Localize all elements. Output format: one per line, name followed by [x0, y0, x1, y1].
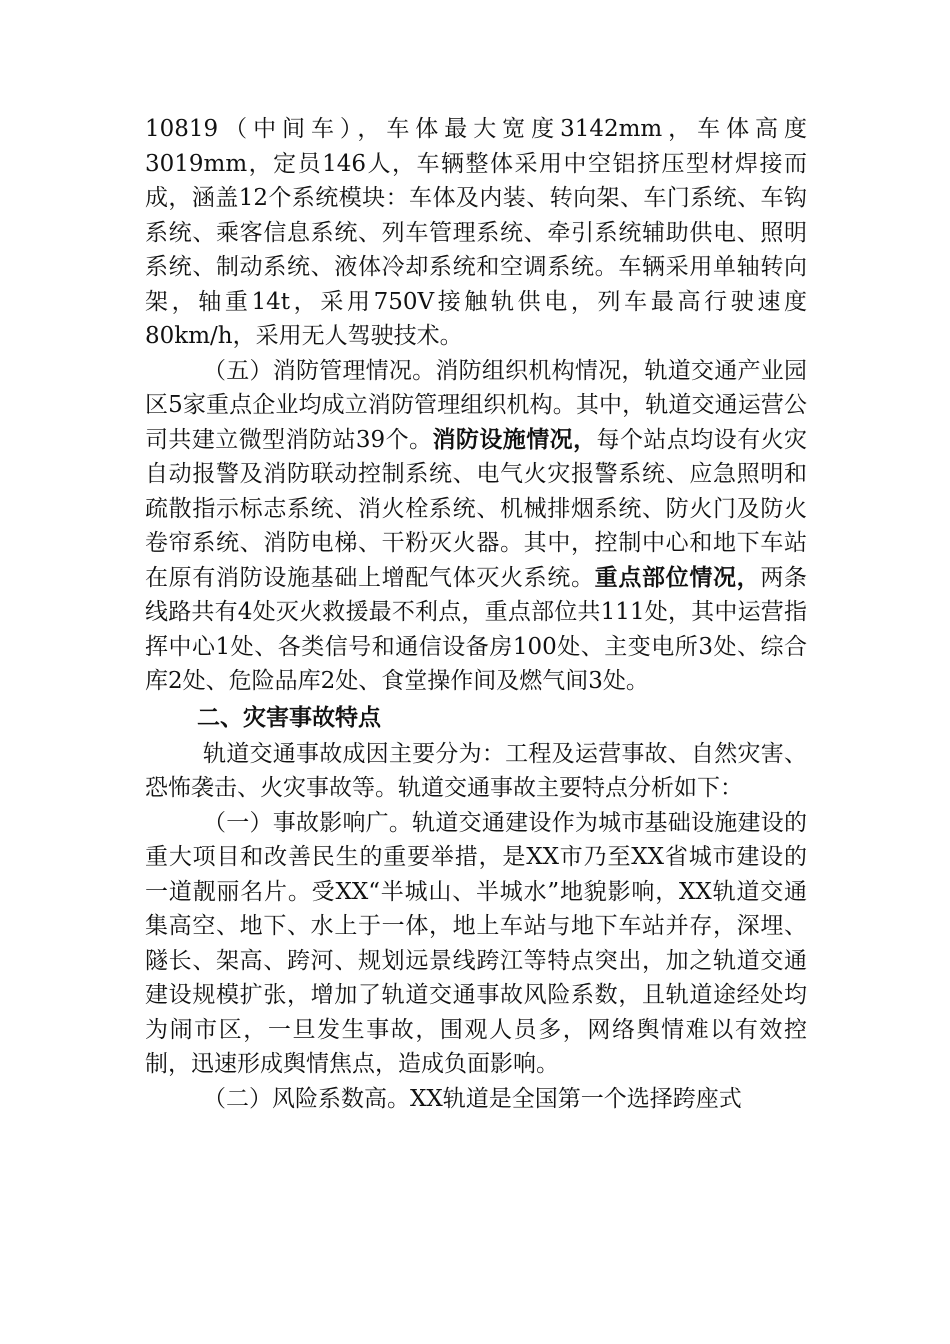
paragraph-wide-impact: （一）事故影响广。轨道交通建设作为城市基础设施建设的重大项目和改善民生的重要举措，是XX市乃至XX省城市建设的一道靓丽名片。受XX“半城山、半城水”地貌影响，XX轨道交通集高空、地下、水上于一体，地上车站与地下车站并存，深埋、隧长、架高、跨河、规划远景线跨江等特点突出，加之轨道交通建设规模扩张，增加了轨道交通事故风险系数，且轨道途经处均为闹市区，一旦发生事故，围观人员多，网络舆情难以有效控制，迅速形成舆情焦点，造成负面影响。: [145, 809, 807, 1077]
paragraph-accident-causes: 轨道交通事故成因主要分为：工程及运营事故、自然灾害、恐怖袭击、火灾事故等。轨道交通事故主要特点分析如下：: [145, 740, 807, 801]
key-locations-label: 重点部位情况，: [594, 563, 761, 591]
document-body: [145, 112, 807, 1116]
fire-org-text: （五）消防管理情况。消防组织机构情况，轨道交通产业园区5家重点企业均成立消防管理组织机构。其中，轨道交通运营公司共建立微型消防站39个。: [145, 357, 807, 453]
paragraph-vehicle-specs: 10819（中间车），车体最大宽度3142mm，车体高度3019mm，定员146人，车辆整体采用中空铝挤压型材焊接而成，涵盖12个系统模块：车体及内装、转向架、车门系统、车钩系统、乘客信息系统、列车管理系统、牵引系统辅助供电、照明系统、制动系统、液体冷却系统和空调系统。车辆采用单轴转向架，轴重14t，采用750V接触轨供电，列车最高行驶速度80km/h，采用无人驾驶技术。: [145, 116, 807, 349]
fire-facilities-label: 消防设施情况，: [432, 425, 597, 453]
section-heading-disaster-features: 二、灾害事故特点: [197, 704, 381, 731]
key-locations-text: 两条线路共有4处灭火救援最不利点，重点部位共111处，其中运营指挥中心1处、各类信号和通信设备房100处、主变电所3处、综合库2处、危险品库2处、食堂操作间及燃气间3处。: [145, 564, 808, 694]
paragraph-fire-management: [145, 354, 807, 699]
fire-facilities-text: 每个站点均设有火灾自动报警及消防联动控制系统、电气火灾报警系统、应急照明和疏散指示标志系统、消火栓系统、机械排烟系统、防火门及防火卷帘系统、消防电梯、干粉灭火器。其中，控制中心和地下车站在原有消防设施基础上增配气体灭火系统。: [145, 426, 808, 591]
paragraph-high-risk: （二）风险系数高。XX轨道是全国第一个选择跨座式: [203, 1085, 742, 1112]
